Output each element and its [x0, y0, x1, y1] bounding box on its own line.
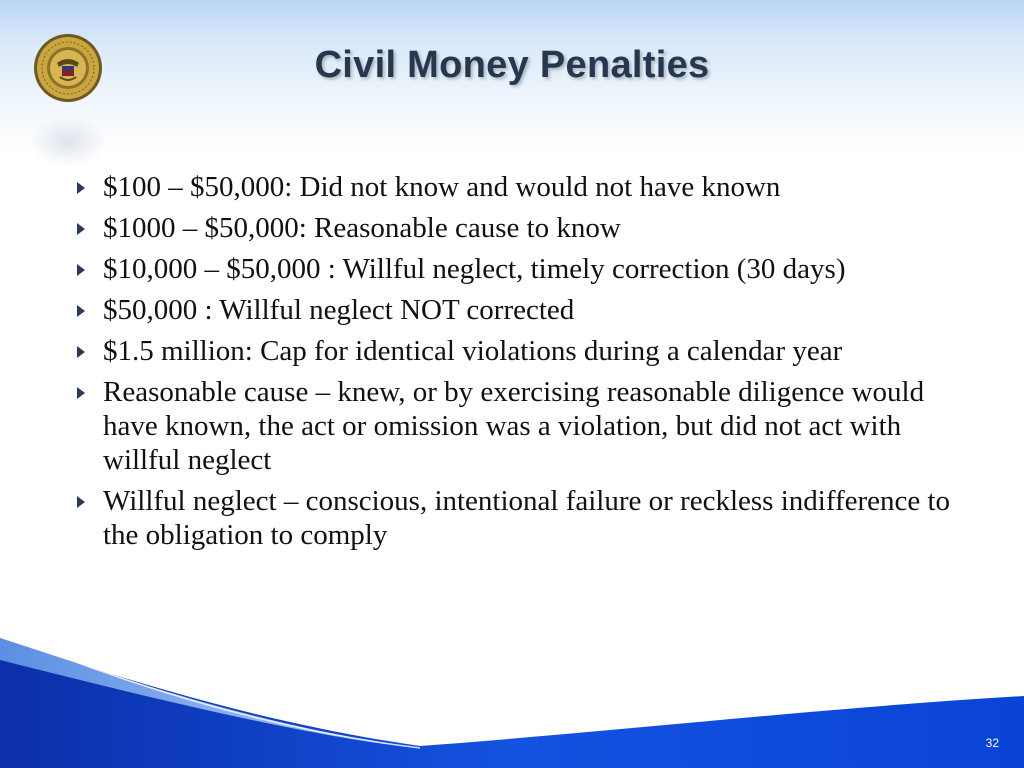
bullet-text: Willful neglect – conscious, intentional failure or reckless indifference to the obligation to comply [103, 485, 951, 551]
slide-title: Civil Money Penalties [314, 44, 710, 86]
bullet-text: $1000 – $50,000: Reasonable cause to know [103, 212, 621, 244]
seal-reflection [30, 118, 106, 166]
triangle-bullet-icon [77, 305, 85, 317]
triangle-bullet-icon [77, 182, 85, 194]
bullet-text: $100 – $50,000: Did not know and would not have known [103, 171, 781, 203]
bullet-text: $10,000 – $50,000 : Willful neglect, timely correction (30 days) [103, 253, 846, 285]
slide-number: 32 [985, 736, 999, 750]
triangle-bullet-icon [77, 496, 85, 508]
bullet-item [75, 293, 955, 327]
bullet-item [75, 252, 955, 286]
bullet-item [75, 211, 955, 245]
bullet-text: Reasonable cause – knew, or by exercising reasonable diligence would have known, the act or omission was a violation, but did not act with willful neglect [103, 376, 925, 476]
bullet-text: $1.5 million: Cap for identical violations during a calendar year [103, 335, 843, 367]
bullet-item [75, 334, 955, 368]
triangle-bullet-icon [77, 387, 85, 399]
footer-wave-decoration [0, 638, 1024, 768]
bullet-item [75, 170, 955, 204]
triangle-bullet-icon [77, 346, 85, 358]
bullet-item [75, 484, 955, 552]
bullet-list [75, 170, 955, 559]
triangle-bullet-icon [77, 223, 85, 235]
triangle-bullet-icon [77, 264, 85, 276]
bullet-item [75, 375, 955, 477]
bullet-text: $50,000 : Willful neglect NOT corrected [103, 294, 575, 326]
